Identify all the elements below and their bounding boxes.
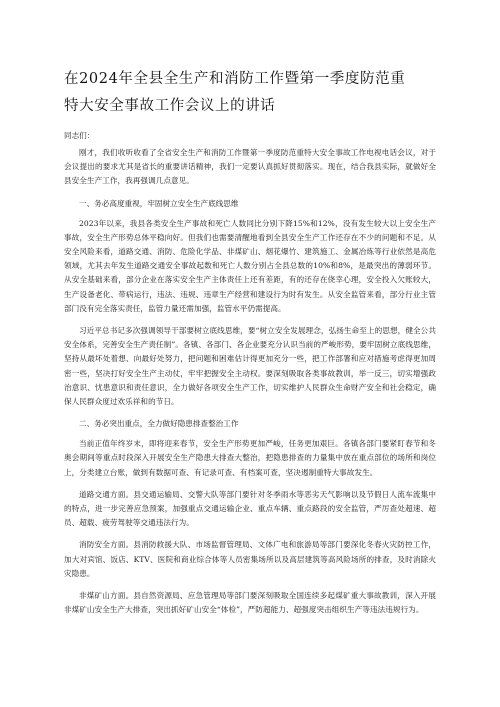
section-heading-2: 二、务必突出重点，全力做好隐患排查整治工作 <box>79 419 239 429</box>
salutation: 同志们： <box>64 131 95 140</box>
body-paragraph: 2023年以来，我县各类安全生产事故和死亡人数同比分别下降15%和12%，没有发生较大以上安全生产事故，安全生产形势总体平稳向好。但我们也需要清醒地看到全县安全生产工作还存在不少的问题和不足。从安全风险来看，道路交通、消防、危险化学品、非煤矿山、烟花爆竹、建筑施工、金属冶炼等行业依然是高危领域，尤其去年发生道路交通安全事故起数和死亡人数分别占全县总数的10%和8%，是最突出的薄弱环节。从安全基础来看，部分企业在落实安全生产主体责任上还有差距，有的还存在侥幸心理，安全投入欠账较大，生产设备老化、带病运行，违法、违规、违章生产经营和建设行为时有发生。从安全监管来看，部分行业主管部门没有完全落实责任，监管力量还需加强，监管水平仍需提高。 <box>64 218 436 313</box>
body-paragraph: 非煤矿山方面。县自然资源局、应急管理局等部门要深刻吸取全国连续多起煤矿重大事故教训，深入开展非煤矿山安全生产大排查，突出抓好矿山安全“体检”，严防超能力、超强度突击组织生产等违法违规行为。 <box>64 591 436 615</box>
title-line-1: 在2024年全县全生产和消防工作暨第一季度防范重 <box>64 71 406 87</box>
document-title <box>64 66 436 120</box>
title-line-2: 特大安全事故工作会议上的讲话 <box>64 98 276 114</box>
body-paragraph: 道路交通方面。县交通运输局、交警大队等部门要针对冬季雨水等恶劣天气影响以及节假日人流车流集中的特点，进一步完善应急预案，加强重点交通运输企业、重点车辆、重点路段的安全监管，严厉查处超速、超员、超载、疲劳驾驶等交通违法行为。 <box>64 489 436 528</box>
intro-paragraph: 刚才，我们收听收看了全省安全生产和消防工作暨第一季度防范重特大安全事故工作电视电话会议，对于会议提出的要求尤其是省长的重要讲话精神，我们一定要认真抓好贯彻落实。现在，结合我县实际，就做好全县安全生产工作，我再强调几点意见。 <box>64 148 436 186</box>
body-paragraph: 当前正值年终岁末，即将迎来春节，安全生产形势更加严峻，任务更加艰巨。各镇各部门要紧盯春节和冬奥会期间等重点时段深入开展安全生产隐患大排查大整治，把隐患排查的力量集中放在重点部位的场所和岗位上，分类建立台账，做到有数据可查、有记录可查、有档案可查，坚决遏制重特大事故发生。 <box>64 439 436 477</box>
section-heading-1: 一、务必高度重视，牢固树立安全生产底线思维 <box>79 198 239 208</box>
body-paragraph: 习近平总书记多次强调领导干部要树立底线思维，要“树立安全发展理念，弘扬生命至上的思想，健全公共安全体系，完善安全生产责任制”。各镇、各部门、各企业要充分认识当前的严峻形势，要牢固树立底线思维，坚持从最坏处着想、向最好处努力，把问题和困难估计得更加充分一些，把工作部署和应对措施考虑得更加周密一些，坚决打好安全生产主动仗，牢牢把握安全主动权。要深刻吸取各类事故教训，举一反三，切实增强政治意识、忧患意识和责任意识，全力做好各项安全生产工作，切实维护人民群众生命财产安全和社会稳定，确保人民群众度过欢乐祥和的节日。 <box>64 326 436 407</box>
body-paragraph: 消防安全方面。县消防救援大队、市场监督管理局、文体广电和旅游局等部门要深化冬春火灾防控工作，加大对宾馆、饭店、KTV、医院和商业综合体等人员密集场所以及高层建筑等高风险场所的排查，及时消除火灾隐患。 <box>64 540 436 578</box>
